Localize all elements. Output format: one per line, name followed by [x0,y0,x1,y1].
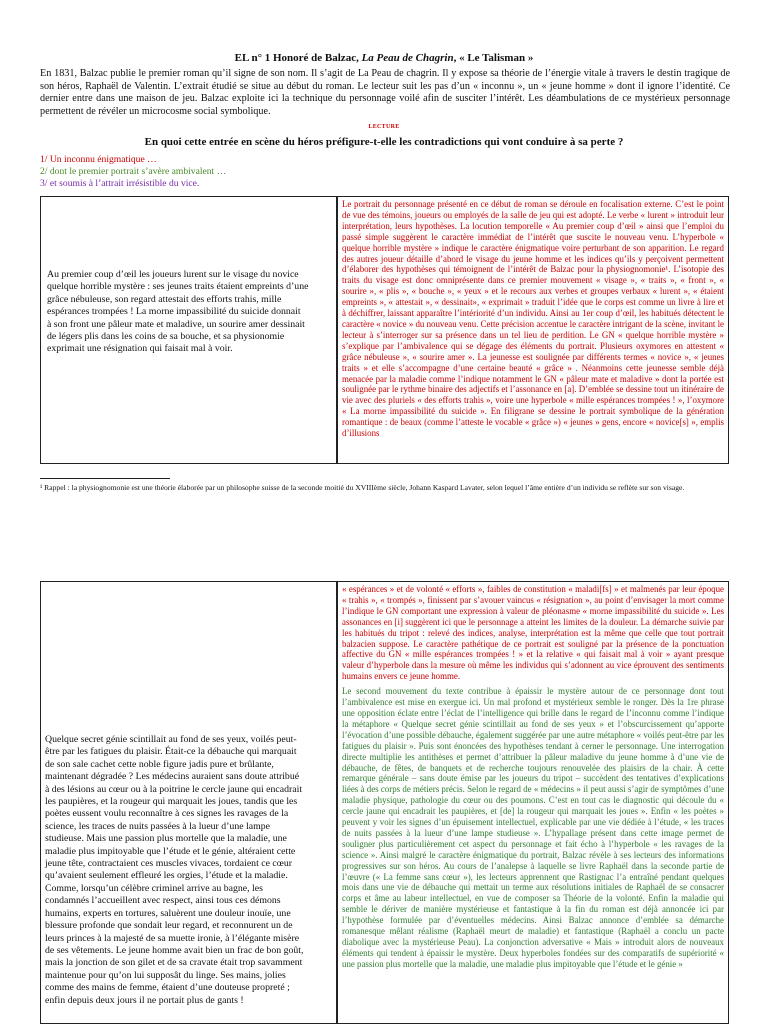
quote-line: qu’avaient seulement effleuré les orgies, l’étude et la maladie. [45,870,288,882]
quote-line: poètes eussent voulu reconnaître à ces signes les ravages de la [45,808,289,820]
analysis-cell-2 [337,581,729,1024]
page-title [0,52,768,64]
intro-paragraph: En 1831, Balzac publie le premier roman qu’il signe de son nom. Il s’agit de La Peau de chagrin. Il y expose sa théorie de l’énergie vitale à travers le destin tragique de son héros, Raphaël de Valentin. L’extrait étudié se situe au début du roman. Le lecteur suit les pas d’un « inconnu », un « jeune homme » dont il ignore l’identité. Ce dernier entre dans une maison de jeu. Balzac exploite ici la technique du personnage voilé afin de susciter l’intérêt. Les déambulations de ce mystérieux personnage permettent de révéler un microcosme social symbolique. [40,68,730,117]
quote-line: Comme, lorsqu’un célèbre criminel arrive au bagne, les [45,882,263,894]
quote-line: jeune tête, contractaient ces muscles vivaces, tordaient ce cœur [45,858,292,870]
quote-line: exprimait une résignation qui faisait mal à voir. [47,343,233,355]
quote-line: les paupières, et la rougeur qui marquait les joues, tandis que les [45,796,298,808]
quote-line: de ses vêtements. Le jeune homme avait bien un frac de bon goût, [45,944,304,956]
quote-line: blessure profonde que sondait leur regard, et reconnurent un de [45,920,293,932]
quote-cell-1 [40,196,337,464]
quote-line: maintenant dégradée ? Les médecins auraient sans doute attribué [45,771,300,783]
quote-line: humains, experts en tortures, saluèrent une douleur inouïe, une [45,907,291,919]
plan-part-3: 3/ et soumis à l’attrait irrésistible du vice. [40,178,200,189]
quote-line: de son sale cachet cette noble figure jadis pure et brûlante, [45,758,274,770]
lecture-label: LECTURE [368,124,400,130]
analysis-cell-1 [337,196,729,464]
quote-line: leurs princes à la majesté de sa muette ironie, à l’élégante misère [45,932,300,944]
footnote-rule [40,478,170,479]
quote-text-2 [45,734,330,1007]
quote-line: à des lésions au cœur ou à la poitrine le cercle jaune qui encadrait [45,783,303,795]
quote-line: comme des mains de femme, étaient d’une douteuse propreté ; [45,982,290,994]
title-part-1: EL n° 1 Honoré de Balzac, [234,52,362,64]
title-part-2: , « Le Talisman » [453,52,534,64]
plan-part-1: 1/ Un inconnu énigmatique … [40,154,157,165]
footnote: ¹ Rappel : la physiognomonie est une théorie élaborée par un philosophe suisse de la seconde moitié du XVIIIème siècle, Johann Kaspard Lavater, selon lequel l’âme entière d’un individu se reflète sur son visage. [40,483,685,492]
quote-line: mais la jonction de son gilet et de sa cravate était trop savamment [45,957,303,969]
analysis-text-2-continued: « espérances » et de volonté « efforts », faibles de constitution « maladi[fs] » et malmenés par leur époque « trahis », « trompés », finissent par s’avouer vaincus « résignation », au point d’envisager la mort comme l’indique le GN comportant une expression à valeur de pléonasme « morne impassibilité du suicide ». Les assonances en [i] suggèrent ici que le personnage a atteint les limites de la douleur. La démarche suivie par les habitués du tripot : relevé des indices, analyse, interprétation est la même que celle que tout portrait balzacien suppose. Le caractère pathétique de ce portrait est souligné par la présence de la ponctuation affective du GN « mille espérances trompées ! » et la relative « qui faisait mal à voir » ayant presque valeur d’hyperbole dans la mesure où même les individus qui s’adonnent au vice éprouvent des sentiments humains envers ce jeune homme. [342,584,724,682]
quote-text-1 [47,269,330,356]
title-book-name: La Peau de Chagrin [361,52,454,64]
analysis-text-1: Le portrait du personnage présenté en ce début de roman se déroule en focalisation externe. C’est le point de vue des témoins, joueurs ou employés de la salle de jeu qui est adopté. Le verbe « lurent » introduit leur interprétation, leurs hypothèses. La locution temporelle « Au premier coup d’œil » ainsi que l’emploi du passé simple suggèrent le caractère immédiat de l’intérêt que suscite le nouveau venu. L’hyperbole « quelque horrible mystère » indique le caractère énigmatique voire perturbant de son apparition. Le regard des autres joueur détaille d’abord le visage du jeune homme et les indices qu’ils y perçoivent permettent d’élaborer des hypothèses qui témoignent de l’intérêt de Balzac pour la physiognomonie¹. L’isotopie des traits du visage est donc omniprésente dans ce premier mouvement « visage », « traits », « front », « sourire », « plis », « bouche », « yeux » et le recours aux verbes et groupes verbaux « lurent », « étaient empreints », « attestait », « dessinait», « exprimait » traduit l’idée que le corps est comme un livre à lire et à déchiffrer, laissant apparaître l’intériorité d’un individu. Ainsi au 1er coup d’œil, les habitués détectent le caractère « novice » du nouveau venu. Cette précision accentue le caractère intrigant de la scène, invitant le lecteur à s’interroger sur sa présence dans un tel lieu de perdition. Le GN « quelque horrible mystère » s’explique par l’ambivalence qui se dégage des éléments du portrait. Plusieurs oxymores en attestent « grâce nébuleuse », « sourire amer ». La jeunesse est soulignée par différents termes « novice », « jeunes traits » et elle s’accompagne d’une certaine beauté « grâce » . Néanmoins cette jeunesse semble déjà menacée par la maladie comme l’indique notamment le GN « pâleur mate et maladive » dont la portée est soulignée par le rythme binaire des adjectifs et l’assonance en [a]. D’emblée se dessine tout un itinéraire de vie avec des pluriels « des efforts trahis », voire une hyperbole « mille espérances trompées ! », l’oxymore « La morne impassibilité du suicide ». En filigrane se dessine le portrait symbolique de la génération romantique : de beaux (comme l’atteste le vocable « grâce ») « jeunes » gens, encore « novice[s] », emplis d’illusions [342,199,724,439]
quote-line: condamnés l’accueillent avec respect, ainsi tous ces démons [45,895,281,907]
analysis-text-2-second-movement: Le second mouvement du texte contribue à épaissir le mystère autour de ce personnage dont tout l’ambivalence est mise en exergue ici. Un mal profond et mystérieux semble le ronger. Dès la 1re phrase une opposition éclate entre l’éclat de l’intelligence qui brille dans le regard de l’inconnu comme l’indique la métaphore « Quelque secret génie scintillait au fond de ses yeux » et l’obscurcissement qu’apporte l’évocation d’une possible débauche, également suggérée par une autre métaphore « voilés peut-être par les fatigues du plaisir ». Puis sont énoncées des hypothèses tendant à cerner le personnage. Une interrogation directe multiplie les antithèses et permet d’attribuer la pâleur maladive du jeune homme à d’une vie de débauche, de fêtes, de banquets et de recherche toujours renouvelée des plaisirs de la chair. À cette remarque générale – sans doute émise par les joueurs du tripot – succèdent des tentatives d’explications liées à des corps de métiers précis. Selon le regard de « médecins » il peut aussi s’agir de symptômes d’une maladie physique, pathologie du cœur ou des poumons. C’est en tout cas le diagnostic qui découle du « cercle jaune qui encadrait les paupières, et [de] la rougeur qui marquait les joues ». Enfin « les poètes » peuvent y voir les signes d’un épuisement intellectuel, explicable par une vie dédiée à l’étude, « les traces de nuits passées à la lueur d’une lampe studieuse ». L’hypallage présent dans cette image permet de souligner plus particulièrement cet aspect du personnage et fait écho à l’hyperbole « les ravages de la science ». Ainsi malgré le caractère énigmatique du portrait, Balzac révèle à ses lecteurs des informations progressives sur son héros. Au cours de l’analepse à laquelle se livre Raphaël dans la seconde partie de l’œuvre (« La femme sans cœur »), les lecteurs apprennent que Rastignac l’a entraîné pendant quelques mois dans une vie de débauche qui mettait un terme aux résolutions initiales de Raphaël de se consacrer corps et âme au labeur intellectuel, en vue de composer sa Théorie de la volonté. Enfin la maladie qui semble le dériver de manière mystérieuse et fantastique à la fin du roman est déjà annoncée ici par l’hypothèse formulée par d’éventuelles médecins. Ainsi Balzac annonce d’emblée sa démarche romanesque mêlant réalisme (Raphaël meurt de maladie) et fantastique (Raphaël a conclu un pacte diabolique avec la mystérieuse Peau). La conjonction adversative « Mais » introduit alors de nouveaux éléments qui tendent à épaissir le mystère. Deux hyperboles fondées sur des comparatifs de supériorité « une passion plus mortelle que la maladie, une maladie plus impitoyable que l’étude et le génie » [342,686,724,969]
quote-line: Au premier coup d’œil les joueurs lurent sur le visage du novice [47,269,299,280]
quote-line: quelque horrible mystère : ses jeunes traits étaient empreints d’une [47,281,309,293]
plan-part-2: 2/ dont le premier portrait s’avère ambivalent … [40,166,227,177]
reading-plan [40,154,226,190]
quote-line: Quelque secret génie scintillait au fond de ses yeux, voilés peut- [45,734,297,745]
quote-line: espérances trompées ! La morne impassibilité du suicide donnait [47,306,301,318]
quote-line: maintenue pour qu’on lui supposât du linge. Ses mains, jolies [45,969,286,981]
quote-line: enfin depuis deux jours il ne portait plus de gants ! [45,994,244,1006]
quote-line: de légers plis dans les coins de sa bouche, et sa physionomie [47,331,285,343]
quote-cell-2 [40,581,337,1024]
quote-line: être par les fatigues du plaisir. Était-ce la débauche qui marquait [45,746,297,758]
quote-line: grâce nébuleuse, son regard attestait des efforts trahis, mille [47,293,282,305]
problematic-question: En quoi cette entrée en scène du héros préfigure-t-elle les contradictions qui vont conduire à sa perte ? [144,136,624,148]
quote-line: science, les traces de nuits passées à la lueur d’une lampe [45,820,270,832]
quote-line: maladie plus impitoyable que l’étude et le génie, altéraient cette [45,845,296,857]
quote-line: studieuse. Mais une passion plus mortelle que la maladie, une [45,833,287,845]
quote-line: à son front une pâleur mate et maladive, un sourire amer dessinait [47,318,305,330]
